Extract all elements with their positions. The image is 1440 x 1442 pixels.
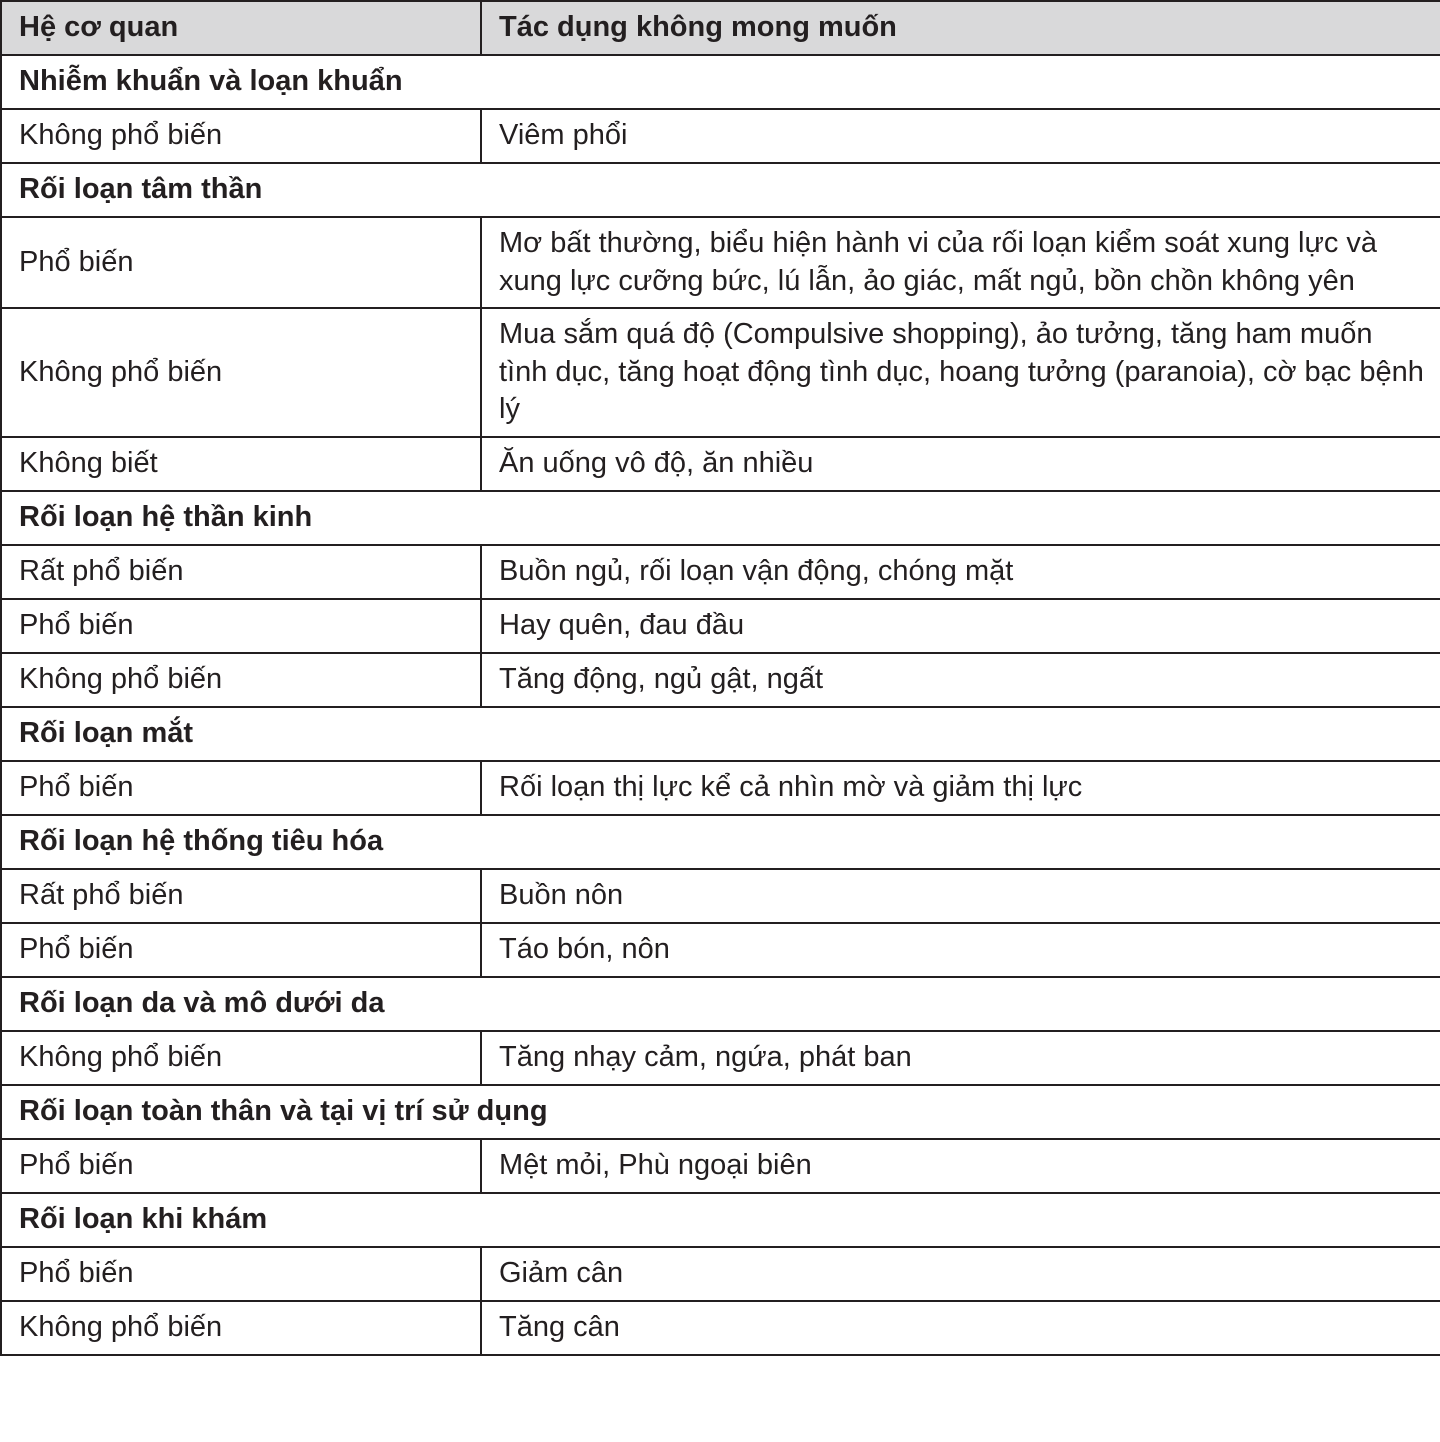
effects-cell: Táo bón, nôn — [481, 923, 1440, 977]
frequency-cell: Rất phổ biến — [1, 545, 481, 599]
frequency-cell: Phổ biến — [1, 923, 481, 977]
frequency-cell: Không biết — [1, 437, 481, 491]
group-row — [1, 815, 1440, 869]
group-row — [1, 491, 1440, 545]
effects-cell: Buồn nôn — [481, 869, 1440, 923]
table-row — [1, 308, 1440, 437]
frequency-cell: Không phổ biến — [1, 653, 481, 707]
header-adverse-effects: Tác dụng không mong muốn — [481, 1, 1440, 55]
frequency-cell: Rất phổ biến — [1, 869, 481, 923]
frequency-cell: Phổ biến — [1, 217, 481, 308]
effects-cell: Mua sắm quá độ (Compulsive shopping), ảo tưởng, tăng ham muốn tình dục, tăng hoạt động tình dục, hoang tưởng (paranoia), cờ bạc bệnh lý — [481, 308, 1440, 437]
group-title: Rối loạn khi khám — [1, 1193, 1440, 1247]
group-title: Rối loạn hệ thống tiêu hóa — [1, 815, 1440, 869]
effects-cell: Viêm phổi — [481, 109, 1440, 163]
group-row — [1, 1085, 1440, 1139]
table-row — [1, 437, 1440, 491]
table-row — [1, 1301, 1440, 1355]
effects-cell: Tăng động, ngủ gật, ngất — [481, 653, 1440, 707]
header-organ-system: Hệ cơ quan — [1, 1, 481, 55]
frequency-cell: Phổ biến — [1, 761, 481, 815]
frequency-cell: Phổ biến — [1, 1247, 481, 1301]
header-row — [1, 1, 1440, 55]
group-row — [1, 1193, 1440, 1247]
group-row — [1, 707, 1440, 761]
frequency-cell: Không phổ biến — [1, 1301, 481, 1355]
effects-cell: Ăn uống vô độ, ăn nhiều — [481, 437, 1440, 491]
group-title: Rối loạn hệ thần kinh — [1, 491, 1440, 545]
table-row — [1, 923, 1440, 977]
table-row — [1, 761, 1440, 815]
effects-cell: Rối loạn thị lực kể cả nhìn mờ và giảm thị lực — [481, 761, 1440, 815]
group-row — [1, 55, 1440, 109]
table-row — [1, 1139, 1440, 1193]
table-row — [1, 109, 1440, 163]
effects-cell: Tăng cân — [481, 1301, 1440, 1355]
frequency-cell: Phổ biến — [1, 1139, 481, 1193]
table-row — [1, 653, 1440, 707]
group-row — [1, 163, 1440, 217]
effects-cell: Mệt mỏi, Phù ngoại biên — [481, 1139, 1440, 1193]
table-row — [1, 1031, 1440, 1085]
group-title: Nhiễm khuẩn và loạn khuẩn — [1, 55, 1440, 109]
effects-cell: Giảm cân — [481, 1247, 1440, 1301]
table-row — [1, 217, 1440, 308]
effects-cell: Mơ bất thường, biểu hiện hành vi của rối loạn kiểm soát xung lực và xung lực cưỡng bức, lú lẫn, ảo giác, mất ngủ, bồn chồn không yên — [481, 217, 1440, 308]
effects-cell: Hay quên, đau đầu — [481, 599, 1440, 653]
frequency-cell: Không phổ biến — [1, 109, 481, 163]
effects-cell: Buồn ngủ, rối loạn vận động, chóng mặt — [481, 545, 1440, 599]
frequency-cell: Không phổ biến — [1, 1031, 481, 1085]
frequency-cell: Phổ biến — [1, 599, 481, 653]
table-row — [1, 1247, 1440, 1301]
table-row — [1, 599, 1440, 653]
group-row — [1, 977, 1440, 1031]
table-row — [1, 869, 1440, 923]
frequency-cell: Không phổ biến — [1, 308, 481, 437]
effects-cell: Tăng nhạy cảm, ngứa, phát ban — [481, 1031, 1440, 1085]
group-title: Rối loạn tâm thần — [1, 163, 1440, 217]
group-title: Rối loạn mắt — [1, 707, 1440, 761]
group-title: Rối loạn toàn thân và tại vị trí sử dụng — [1, 1085, 1440, 1139]
table-row — [1, 545, 1440, 599]
group-title: Rối loạn da và mô dưới da — [1, 977, 1440, 1031]
